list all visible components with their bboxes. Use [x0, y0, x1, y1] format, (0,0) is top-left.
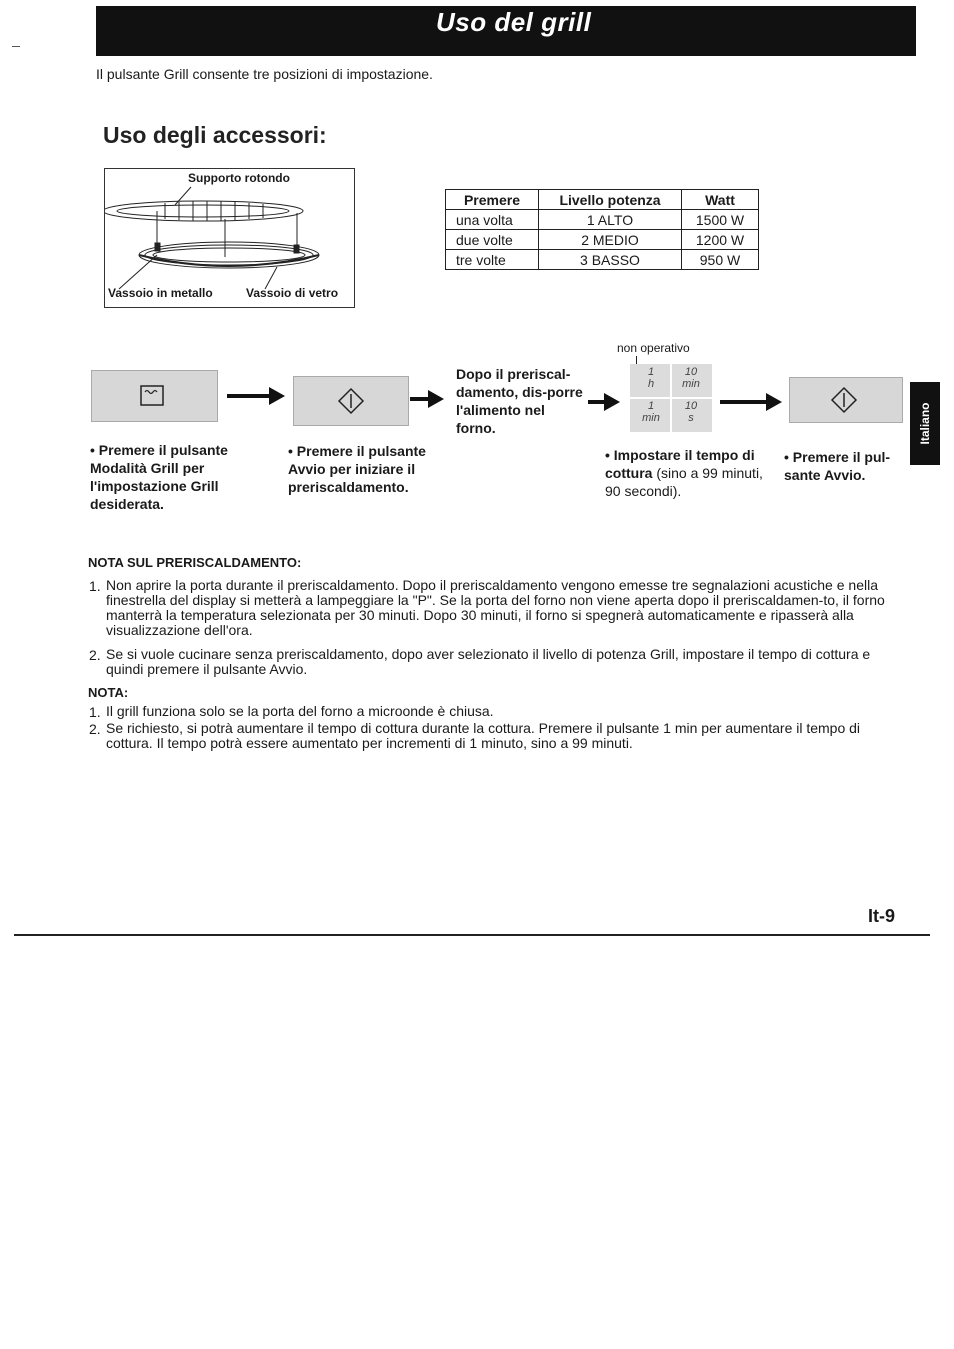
table-cell: 1 ALTO: [539, 210, 682, 230]
table-cell: 3 BASSO: [539, 250, 682, 270]
start-button[interactable]: [293, 376, 409, 426]
non-operativo-label: non operativo: [617, 341, 690, 355]
table-cell: 2 MEDIO: [539, 230, 682, 250]
step-set-time-rest: (sino a 99 minuti, 90 secondi).: [605, 465, 763, 499]
arrow-icon: [588, 400, 606, 404]
preheat-note-1: Non aprire la porta durante il preriscaldamento. Dopo il preriscaldamento vengono emesse tre segnalazioni acustiche e nella finestrella del display si metterà a lampeggiare la "P". Se la porta del forno non viene aperta dopo il preriscaldamen-to, il forno manterrà la temperatura selezionata per 30 minuti. Dopo 30 minuti, il forno si spegnerà automaticamente e ripasserà alla visualizzazione dell'ora.: [106, 577, 885, 638]
margin-mark: [12, 46, 20, 47]
preheat-note-2: Se si vuole cucinare senza preriscaldamento, dopo aver selezionato il livello di potenza Grill, impostare il tempo di cottura e quindi premere il pulsante Avvio.: [106, 646, 871, 677]
table-cell: tre volte: [446, 250, 539, 270]
table-row: [446, 250, 759, 270]
step-place-food: Dopo il preriscal-damento, dis-porre l'alimento nel forno.: [456, 366, 583, 436]
arrow-icon: [410, 397, 430, 401]
table-header: Watt: [682, 190, 759, 210]
preheat-note-heading: NOTA SUL PRERISCALDAMENTO:: [88, 555, 302, 570]
note-1: Il grill funziona solo se la porta del forno a microonde è chiusa.: [106, 703, 494, 719]
table-cell: 1200 W: [682, 230, 759, 250]
table-row: [446, 210, 759, 230]
footer-rule: [14, 934, 930, 936]
start-button[interactable]: [789, 377, 903, 423]
grill-mode-button[interactable]: [91, 370, 218, 422]
language-tab: [910, 382, 940, 465]
step-set-time-bold: • Impostare il tempo di cottura: [605, 447, 755, 481]
note-2: Se richiesto, si potrà aumentare il tempo di cottura durante la cottura. Premere il pulsante 1 min per aumentare il tempo di cottura. Il tempo potrà essere aumentato per incrementi di 1 minuto, sino a 99 minuti.: [106, 720, 861, 751]
table-cell: una volta: [446, 210, 539, 230]
table-cell: 1500 W: [682, 210, 759, 230]
timer-key-1min[interactable]: 1 min: [642, 400, 660, 424]
note-heading: NOTA:: [88, 685, 129, 700]
language-tab-label: Italiano: [918, 402, 932, 445]
timer-keypad: [630, 364, 712, 432]
arrow-icon: [720, 400, 768, 404]
list-number: 1.: [89, 704, 101, 720]
label-support: Supporto rotondo: [188, 171, 290, 185]
intro-text: Il pulsante Grill consente tre posizioni di impostazione.: [96, 66, 433, 82]
list-number: 2.: [89, 647, 101, 663]
step-grill-mode: • Premere il pulsante Modalità Grill per l'impostazione Grill desiderata.: [90, 442, 228, 512]
list-number: 1.: [89, 578, 101, 594]
step-press-start: • Premere il pul-sante Avvio.: [784, 449, 891, 483]
timer-key-10s[interactable]: 10 s: [684, 400, 698, 424]
page-number: It-9: [868, 906, 895, 926]
label-metal-tray: Vassoio in metallo: [108, 286, 213, 300]
start-icon: [294, 377, 408, 425]
arrow-icon: [227, 394, 271, 398]
label-glass-tray: Vassoio di vetro: [246, 286, 339, 300]
step-start-preheat: • Premere il pulsante Avvio per iniziare il preriscaldamento.: [288, 443, 426, 495]
timer-key-10min[interactable]: 10 min: [682, 366, 700, 390]
accessories-heading: Uso degli accessori:: [103, 122, 327, 148]
grill-icon: [92, 371, 217, 421]
table-header-row: [446, 190, 759, 210]
timer-key-1h[interactable]: 1 h: [647, 366, 655, 390]
page-title: Uso del grill: [436, 7, 592, 37]
table-header: Premere: [446, 190, 539, 210]
table-cell: 950 W: [682, 250, 759, 270]
list-number: 2.: [89, 721, 101, 737]
table-row: [446, 230, 759, 250]
step-set-time: [605, 446, 775, 500]
power-table: [445, 189, 759, 270]
table-header: Livello potenza: [539, 190, 682, 210]
start-icon: [790, 378, 902, 422]
table-cell: due volte: [446, 230, 539, 250]
